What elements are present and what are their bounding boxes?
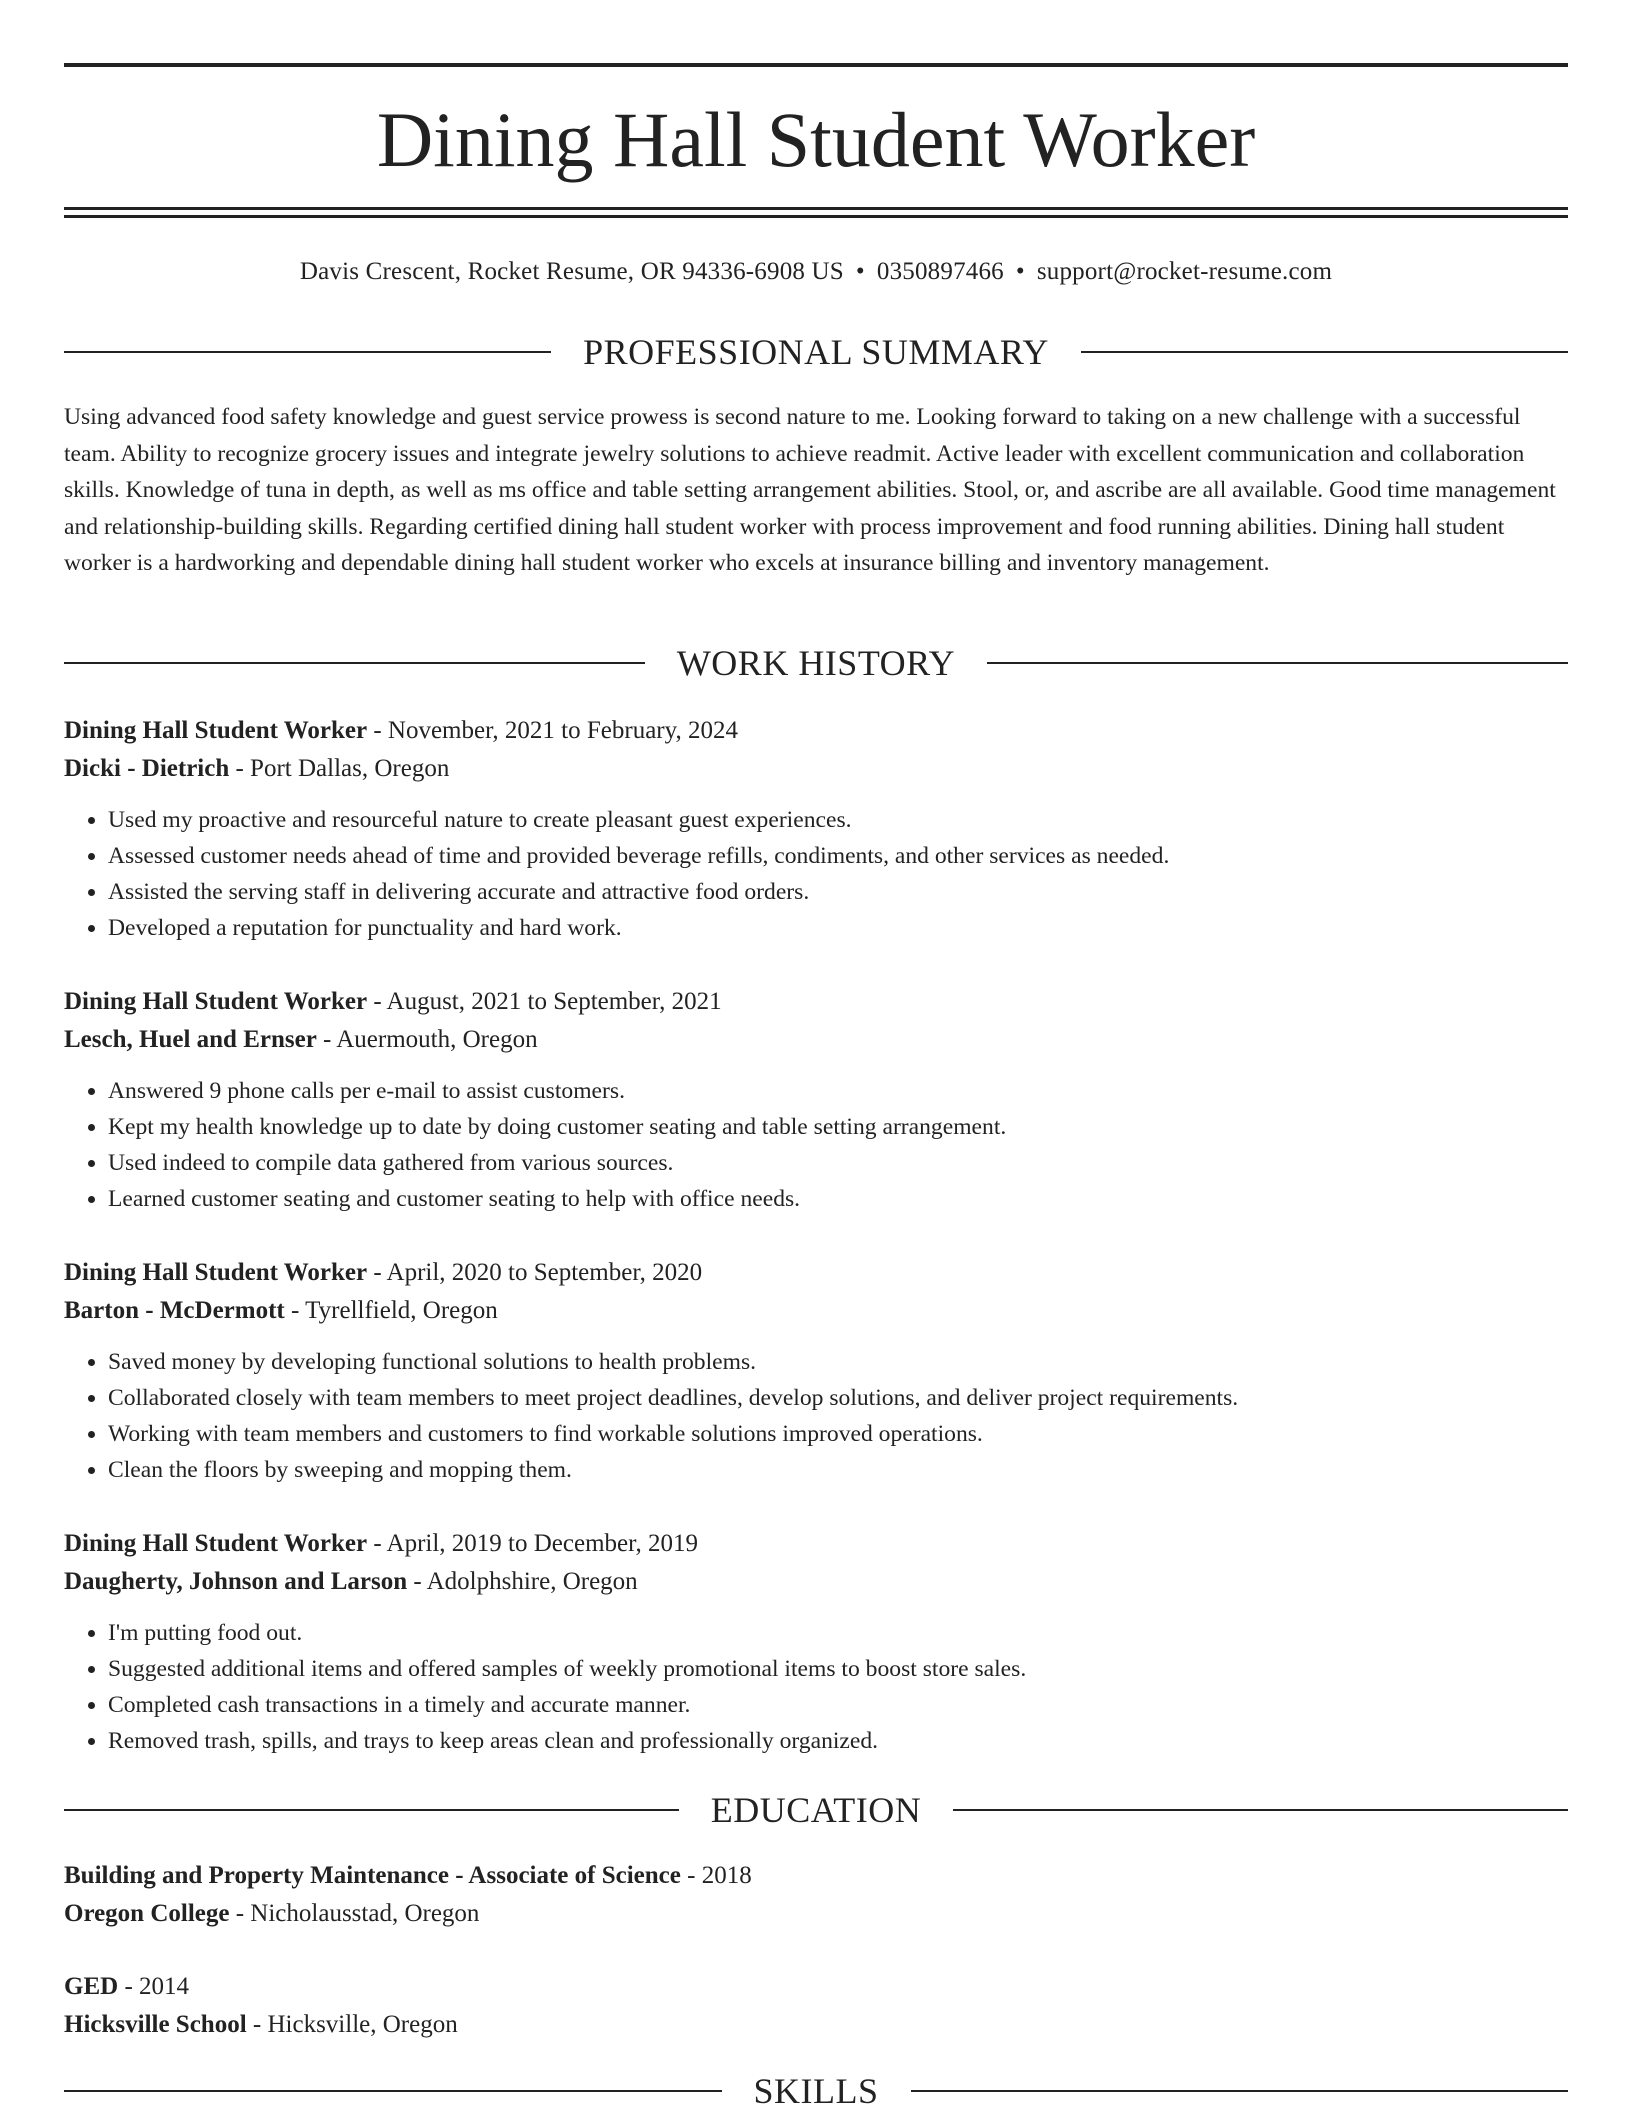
section-title-summary: PROFESSIONAL SUMMARY: [583, 332, 1049, 372]
work-bullet: • I'm putting food out.: [108, 1615, 1568, 1651]
work-bullet: • Used indeed to compile data gathered from various sources.: [108, 1145, 1568, 1181]
work-company: Dicki - Dietrich: [64, 755, 230, 782]
work-company-line: [64, 1292, 1568, 1330]
summary-text: Using advanced food safety knowledge and guest service prowess is second nature to me. Looking forward to taking on a new challenge with a successful team. Ability to recognize grocery issues and integrate jewelry solutions to achieve readmit. Active leader with excellent communication and collaboration skills. Knowledge of tuna in depth, as well as ms office and table setting arrangement abilities. Stool, or, and ascribe are all available. Good time management and relationship-building skills. Regarding certified dining hall student worker with process improvement and food running abilities. Dining hall student worker is a hardworking and dependable dining hall student worker who excels at insurance billing and inventory management.: [64, 404, 1556, 576]
education-location: - Nicholausstad, Oregon: [229, 1900, 480, 1927]
work-bullet: • Suggested additional items and offered samples of weekly promotional items to boost store sales.: [108, 1651, 1568, 1687]
education-degree: Building and Property Maintenance - Associate of Science: [64, 1862, 681, 1889]
work-bullet: • Answered 9 phone calls per e-mail to assist customers.: [108, 1073, 1568, 1109]
section-rule-left: [64, 1809, 679, 1811]
work-company: Lesch, Huel and Ernser: [64, 1026, 317, 1053]
education-degree-line: [64, 1857, 1568, 1895]
section-title-skills: SKILLS: [753, 2071, 879, 2111]
work-entry-4: [64, 1525, 1568, 1759]
contact-line: [0, 254, 1632, 290]
top-rule: [64, 63, 1568, 67]
work-role: Dining Hall Student Worker: [64, 1530, 368, 1557]
section-rule-left: [64, 351, 551, 353]
work-role-line: [64, 712, 1568, 750]
work-location: - Port Dallas, Oregon: [229, 755, 450, 782]
section-rule-right: [987, 662, 1568, 664]
work-bullet: • Assessed customer needs ahead of time and provided beverage refills, condiments, and other services as needed.: [108, 838, 1568, 874]
education-year: - 2018: [680, 1862, 752, 1889]
work-bullet: • Developed a reputation for punctuality and hard work.: [108, 910, 1568, 946]
work-bullet: • Clean the floors by sweeping and mopping them.: [108, 1452, 1568, 1488]
section-rule-left: [64, 662, 645, 664]
work-bullet: • Collaborated closely with team members to meet project deadlines, develop solutions, and deliver project requirements.: [108, 1380, 1568, 1416]
work-company: Barton - McDermott: [64, 1297, 285, 1324]
work-entry-1: [64, 712, 1568, 946]
work-bullet: • Completed cash transactions in a timely and accurate manner.: [108, 1687, 1568, 1723]
education-school-line: [64, 2006, 1568, 2044]
work-bullet: • Assisted the serving staff in delivering accurate and attractive food orders.: [108, 874, 1568, 910]
work-entry-3: [64, 1254, 1568, 1488]
work-bullet: • Removed trash, spills, and trays to keep areas clean and professionally organized.: [108, 1723, 1568, 1759]
work-location: - Tyrellfield, Oregon: [284, 1297, 498, 1324]
work-bullets: [64, 802, 1568, 946]
work-company: Daugherty, Johnson and Larson: [64, 1568, 408, 1595]
education-degree: GED: [64, 1973, 119, 2000]
work-dates: - April, 2019 to December, 2019: [367, 1530, 698, 1557]
contact-email[interactable]: support@rocket-resume.com: [1036, 258, 1333, 285]
section-title-education: EDUCATION: [710, 1790, 922, 1830]
section-header-summary: [64, 330, 1568, 374]
section-header-work: [64, 641, 1568, 685]
work-bullets: [64, 1615, 1568, 1759]
work-company-line: [64, 1563, 1568, 1601]
work-location: - Adolphshire, Oregon: [407, 1568, 638, 1595]
work-role: Dining Hall Student Worker: [64, 1259, 368, 1286]
section-title-work: WORK HISTORY: [676, 643, 956, 683]
work-role-line: [64, 983, 1568, 1021]
work-bullet: • Working with team members and customers to find workable solutions improved operations.: [108, 1416, 1568, 1452]
work-role: Dining Hall Student Worker: [64, 988, 368, 1015]
section-header-skills: [64, 2069, 1568, 2113]
work-dates: - April, 2020 to September, 2020: [367, 1259, 703, 1286]
section-rule-right: [1081, 351, 1568, 353]
page-title: Dining Hall Student Worker: [376, 96, 1256, 183]
section-rule-right: [953, 1809, 1568, 1811]
work-role-line: [64, 1525, 1568, 1563]
education-year: - 2014: [118, 1973, 190, 2000]
education-location: - Hicksville, Oregon: [246, 2011, 458, 2038]
work-entry-2: [64, 983, 1568, 1217]
work-bullet: • Kept my health knowledge up to date by doing customer seating and table setting arrangement.: [108, 1109, 1568, 1145]
section-header-education: [64, 1788, 1568, 1832]
work-bullet: • Used my proactive and resourceful nature to create pleasant guest experiences.: [108, 802, 1568, 838]
work-role: Dining Hall Student Worker: [64, 717, 368, 744]
work-bullet: • Learned customer seating and customer seating to help with office needs.: [108, 1181, 1568, 1217]
education-school: Hicksville School: [64, 2011, 247, 2038]
education-school: Oregon College: [64, 1900, 230, 1927]
work-bullets: [64, 1344, 1568, 1488]
work-company-line: [64, 750, 1568, 788]
work-dates: - August, 2021 to September, 2021: [367, 988, 722, 1015]
work-bullets: [64, 1073, 1568, 1217]
section-rule-right: [911, 2090, 1569, 2092]
work-bullet: • Saved money by developing functional solutions to health problems.: [108, 1344, 1568, 1380]
title-double-rule-top: [64, 207, 1568, 210]
education-school-line: [64, 1895, 1568, 1933]
work-location: - Auermouth, Oregon: [316, 1026, 538, 1053]
section-rule-left: [64, 2090, 722, 2092]
work-company-line: [64, 1021, 1568, 1059]
contact-separator: •: [1015, 258, 1025, 285]
education-entry-1: [64, 1857, 1568, 1933]
work-role-line: [64, 1254, 1568, 1292]
education-entry-2: [64, 1968, 1568, 2044]
contact-address: Davis Crescent, Rocket Resume, OR 94336-6908 US: [299, 258, 844, 285]
work-dates: - November, 2021 to February, 2024: [367, 717, 738, 744]
education-degree-line: [64, 1968, 1568, 2006]
title-double-rule-bottom: [64, 215, 1568, 218]
contact-separator: •: [855, 258, 865, 285]
contact-phone[interactable]: 0350897466: [876, 258, 1004, 285]
